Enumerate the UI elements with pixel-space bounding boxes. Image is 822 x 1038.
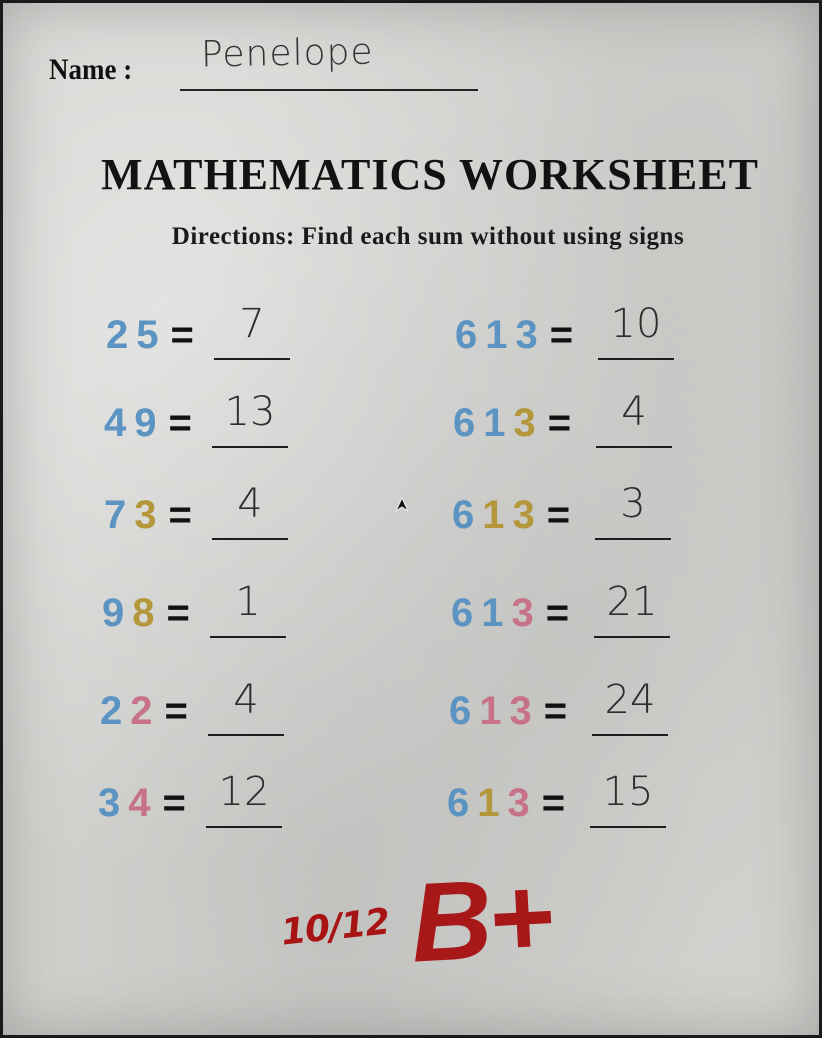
equals-sign: = [543,689,570,733]
problem-digits [106,313,196,358]
digit: 9 [102,591,127,635]
problem-digits [98,781,188,826]
digit: 1 [479,689,504,733]
digit: 1 [482,493,507,537]
problem-digits [455,313,575,358]
answer-value: 4 [237,481,263,527]
digit: 6 [452,493,477,537]
digit: 5 [136,313,161,357]
equals-sign: = [166,591,192,635]
worksheet-title: MATHEMATICS WORKSHEET [101,150,759,199]
problem-digits [449,689,569,734]
digit: 6 [453,401,478,445]
answer-blank [212,538,288,540]
digit: 3 [511,591,536,635]
answer-value: 12 [218,769,270,815]
problem-digits [452,493,572,538]
digit: 6 [455,313,480,357]
problem-digits [100,689,190,734]
digit: 4 [128,781,153,825]
grade-mark: B+ [407,853,553,986]
equals-sign: = [549,313,576,357]
digit: 1 [477,781,502,825]
answer-value: 10 [610,301,662,347]
name-label: Name : [49,53,133,86]
digit: 6 [449,689,474,733]
answer-value: 3 [620,481,646,527]
answer-blank [212,446,288,448]
digit: 3 [134,493,159,537]
equals-sign: = [162,781,188,825]
digit: 7 [104,493,129,537]
score-mark: 10/12 [279,901,392,954]
student-name: Penelope [200,31,374,76]
answer-blank [210,636,286,638]
answer-blank [595,538,671,540]
equals-sign: = [546,493,573,537]
answer-blank [206,826,282,828]
equals-sign: = [170,313,196,357]
answer-value: 4 [621,389,647,435]
answer-value: 1 [235,579,261,625]
answer-value: 7 [239,301,265,347]
arrow-cursor-icon [395,497,409,513]
digit: 3 [512,493,537,537]
digit: 8 [132,591,157,635]
digit: 9 [134,401,159,445]
answer-value: 15 [602,769,654,815]
digit: 6 [447,781,472,825]
digit: 3 [515,313,540,357]
digit: 1 [485,313,510,357]
equals-sign: = [168,493,194,537]
digit: 3 [513,401,538,445]
answer-value: 4 [233,677,259,723]
problem-digits [453,401,573,446]
digit: 3 [98,781,123,825]
answer-value: 21 [606,579,658,625]
digit: 3 [509,689,534,733]
answer-value: 13 [224,389,276,435]
digit: 2 [100,689,125,733]
worksheet-directions: Directions: Find each sum without using signs [171,223,685,250]
digit: 1 [483,401,508,445]
problem-digits [102,591,192,636]
digit: 2 [130,689,155,733]
equals-sign: = [541,781,568,825]
answer-blank [596,446,672,448]
equals-sign: = [545,591,572,635]
digit: 2 [106,313,131,357]
problem-digits [104,401,194,446]
worksheet-paper [3,3,819,1035]
problem-digits [447,781,567,826]
digit: 1 [481,591,506,635]
answer-blank [208,734,284,736]
answer-blank [590,826,666,828]
answer-blank [598,358,674,360]
answer-blank [592,734,668,736]
name-underline [180,89,478,91]
digit: 3 [507,781,532,825]
answer-blank [594,636,670,638]
equals-sign: = [168,401,194,445]
problem-digits [451,591,571,636]
problem-digits [104,493,194,538]
equals-sign: = [164,689,190,733]
digit: 4 [104,401,129,445]
digit: 6 [451,591,476,635]
equals-sign: = [547,401,574,445]
answer-blank [214,358,290,360]
answer-value: 24 [604,677,656,723]
